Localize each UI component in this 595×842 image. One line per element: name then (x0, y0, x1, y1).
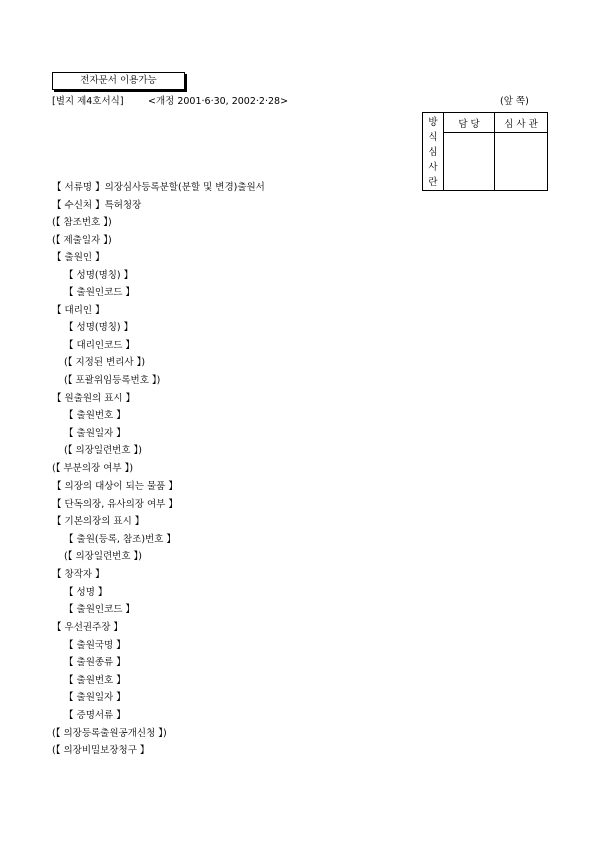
field-line: 【 출원일자 】 (64, 428, 126, 439)
field-line: 【 증명서류 】 (64, 710, 126, 721)
field-line: 【 대리인코드 】 (64, 340, 135, 351)
field-line: 【 수신처 】특허청장 (52, 200, 142, 211)
page-side-label: (앞 쪽) (500, 96, 529, 107)
field-line: 【 성명(명칭) 】 (64, 322, 134, 333)
field-line: (【 의장일련번호 】) (64, 551, 143, 562)
review-method-label: 방 식 심 사 란 (423, 113, 444, 191)
field-line: 【 기본의장의 표시 】 (52, 516, 145, 527)
field-line: 【 출원일자 】 (64, 692, 126, 703)
examiner-header: 심 사 관 (495, 113, 548, 133)
field-line: 【 출원인 】 (52, 252, 105, 263)
field-line: 【 서류명 】의장심사등록분할(분할 및 변경)출원서 (52, 182, 265, 193)
field-line: 【 성명 】 (64, 587, 108, 598)
field-line: 【 단독의장, 유사의장 여부 】 (52, 499, 178, 510)
field-line: 【 출원국명 】 (64, 640, 126, 651)
field-line: 【 출원번호 】 (64, 410, 126, 421)
revision-note: <개정 2001·6·30, 2002·2·28> (148, 96, 289, 107)
officer-header: 담 당 (444, 113, 495, 133)
field-line: (【 포괄위임등록번호 】) (64, 375, 161, 386)
electronic-document-badge: 전자문서 이용가능 (52, 72, 185, 90)
field-line: 【 창작자 】 (52, 569, 105, 580)
field-line: (【 의장일련번호 】) (64, 445, 143, 456)
field-line: 【 대리인 】 (52, 305, 105, 316)
field-line: 【 원출원의 표시 】 (52, 393, 136, 404)
field-line: 【 출원번호 】 (64, 675, 126, 686)
field-line: 【 성명(명칭) 】 (64, 270, 134, 281)
field-line: 【 출원인코드 】 (64, 287, 135, 298)
field-line: (【 제출일자 】) (52, 235, 112, 246)
form-number: [별지 제4호서식] (52, 96, 124, 107)
field-line: 【 우선권주장 】 (52, 622, 123, 633)
examiner-signature-cell (495, 133, 548, 191)
field-line: 【 출원종류 】 (64, 657, 126, 668)
field-line: 【 출원인코드 】 (64, 604, 135, 615)
field-line: (【 지정된 변리사 】) (64, 357, 146, 368)
field-line: (【 의장등록출원공개신청 】) (52, 728, 167, 739)
review-stamp-table (422, 112, 548, 191)
field-line: (【 참조번호 】) (52, 217, 112, 228)
field-line: 【 출원(등록, 참조)번호 】 (64, 534, 176, 545)
field-line: (【 의장비밀보장청구 】 (52, 745, 150, 756)
officer-signature-cell (444, 133, 495, 191)
field-line: 【 의장의 대상이 되는 물품 】 (52, 481, 178, 492)
field-line: (【 부분의장 여부 】) (52, 463, 134, 474)
